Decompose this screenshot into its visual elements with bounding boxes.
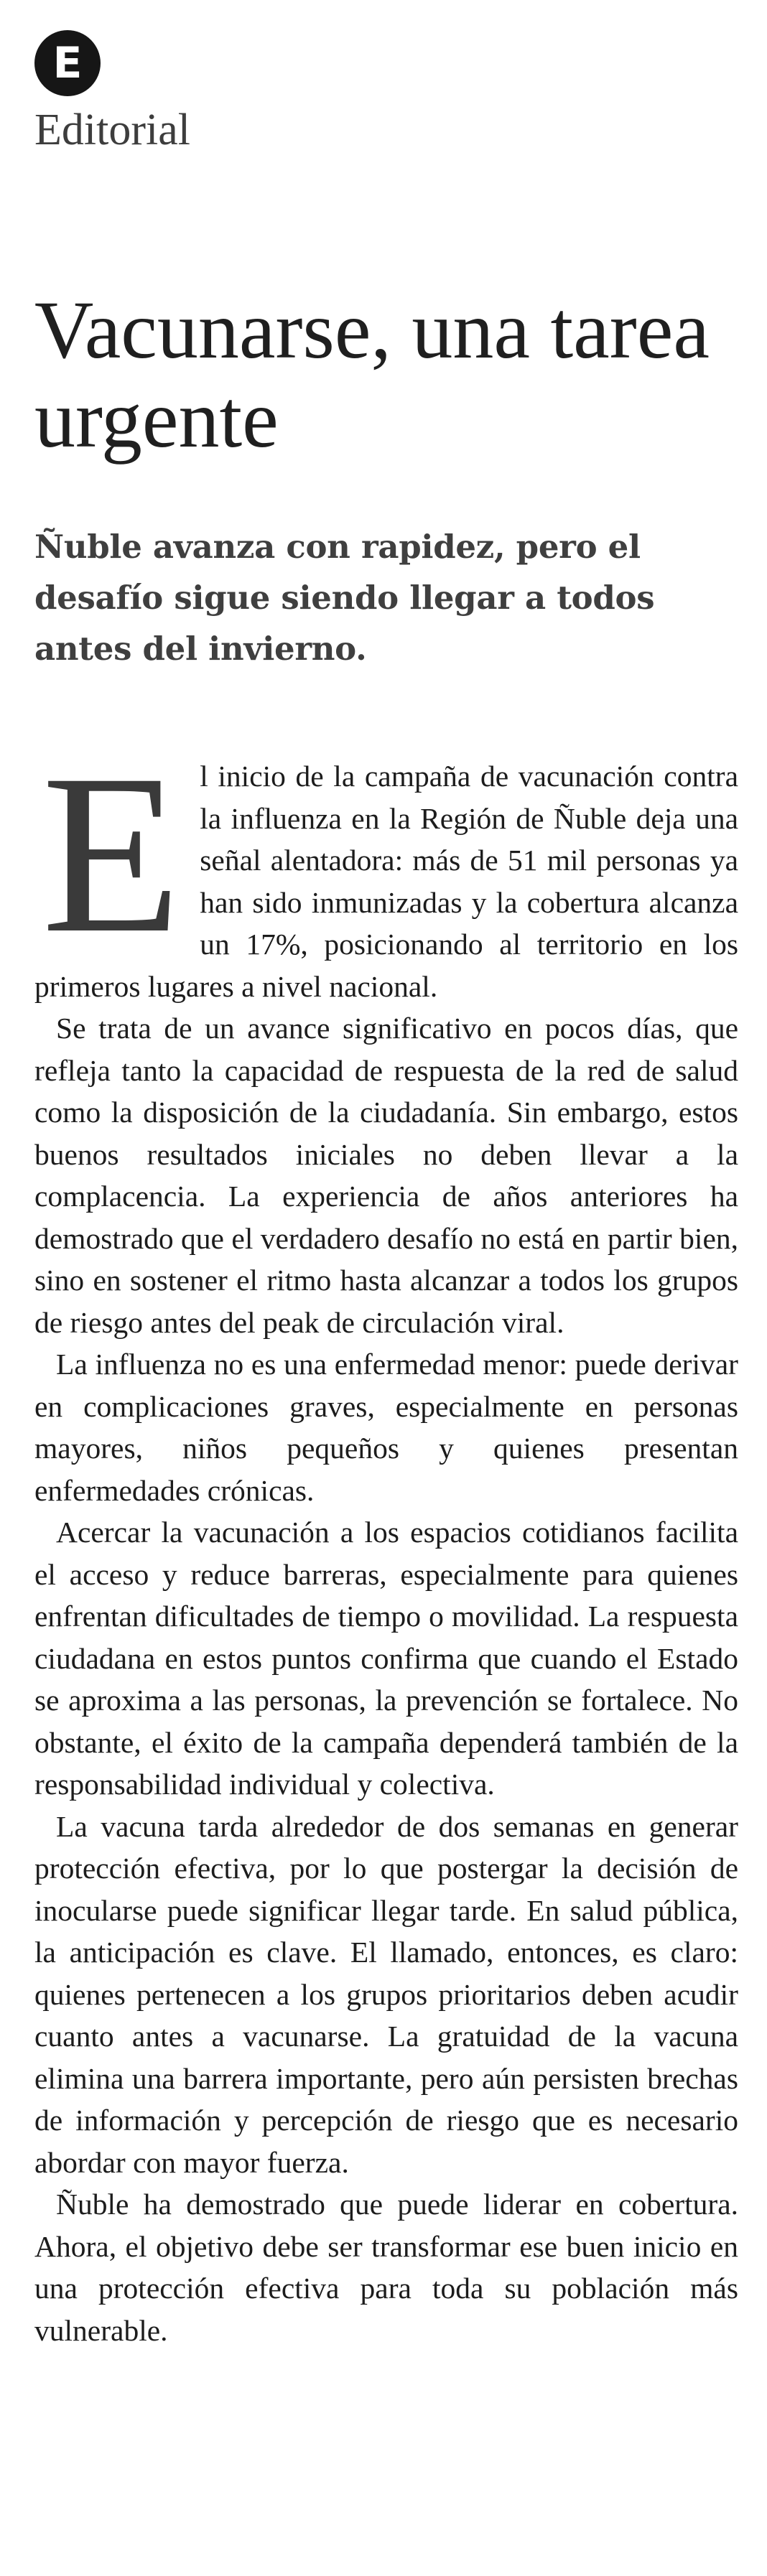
article-headline: Vacunarse, una tarea urgente (34, 284, 710, 465)
article-paragraph-6: Ñuble ha demostrado que puede liderar en cobertura. Ahora, el objetivo debe ser transformar ese buen inicio en una protección efectiva para toda su población más vulnerable. (34, 2188, 738, 2347)
article-paragraph-5: La vacuna tarda alrededor de dos semanas en generar protección efectiva, por lo que postergar la decisión de inocularse puede significar llegar tarde. En salud pública, la anticipación es clave. El llamado, entonces, es claro: quienes pertenecen a los grupos prioritarios deben acudir cuanto antes a vacunarse. La gratuidad de la vacuna elimina una barrera importante, pero aún persisten brechas de información y percepción de riesgo que es necesario abordar con mayor fuerza. (34, 1809, 738, 2179)
drop-cap: E (42, 727, 182, 980)
article-paragraph-1 (34, 727, 738, 1007)
section-logo-badge (34, 30, 101, 96)
section-name: Editorial (34, 106, 190, 154)
article-paragraph-2: Se trata de un avance significativo en pocos días, que refleja tanto la capacidad de respuesta de la red de salud como la disposición de la ciudadanía. Sin embargo, estos buenos resultados iniciales no deben llevar a la complacencia. La experiencia de años anteriores ha demostrado que el verdadero desafío no está en partir bien, sino en sostener el ritmo hasta alcanzar a todos los grupos de riesgo antes del peak de circulación viral. (34, 1012, 738, 1339)
article-body (34, 727, 738, 2351)
paragraph-1-text: l inicio de la campaña de vacunación contra la influenza en la Región de Ñuble deja una señal alentadora: más de 51 mil personas ya han sido inmunizadas y la cobertura alcanza un 17%, posicionando al territorio en los primeros lugares a nivel nacional. (34, 760, 738, 1003)
article-paragraph-4: Acercar la vacunación a los espacios cotidianos facilita el acceso y reduce barreras, especialmente para quienes enfrentan dificultades de tiempo o movilidad. La respuesta ciudadana en estos puntos confirma que cuando el Estado se aproxima a las personas, la prevención se fortalece. No obstante, el éxito de la campaña dependerá también de la responsabilidad individual y colectiva. (34, 1516, 738, 1801)
article-deck: Ñuble avanza con rapidez, pero el desafío sigue siendo llegar a todos antes del invierno. (34, 528, 655, 668)
article-paragraph-3: La influenza no es una enfermedad menor: puede derivar en complicaciones graves, especialmente en personas mayores, niños pequeños y quienes presentan enfermedades crónicas. (34, 1348, 738, 1507)
section-logo-letter: E (52, 38, 83, 88)
